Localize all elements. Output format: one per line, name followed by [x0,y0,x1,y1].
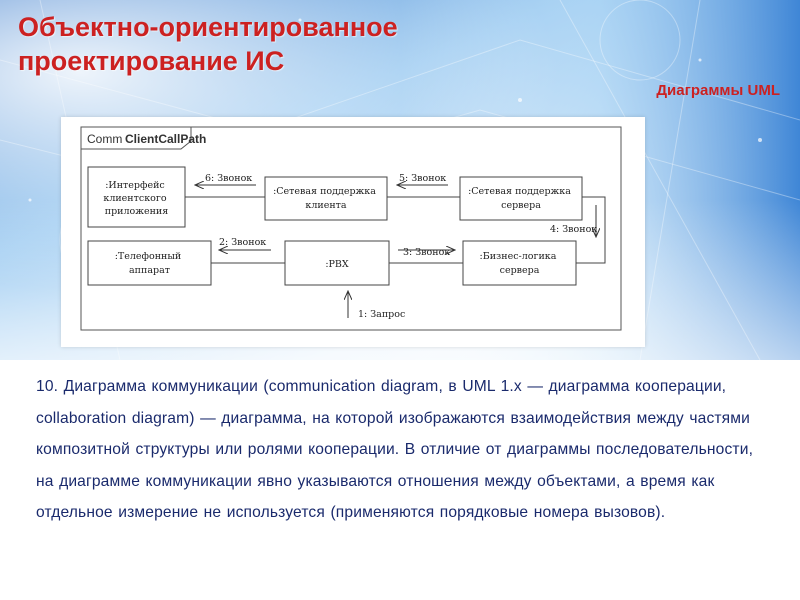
svg-text::Интерфейс клиентского [103,180,169,217]
message-label-4: 4: Звонок [550,224,598,235]
node-text-line: :Телефонный [114,251,182,262]
message-label-1: 1: Запрос [358,309,406,320]
frame-keyword: Comm [87,132,123,146]
message-label-2: 2: Звонок [219,237,267,248]
node-text-line: приложения [104,206,169,217]
communication-diagram [61,117,645,347]
message-label-3: 3: Звонок [403,247,451,258]
node-text-line: клиента [305,200,347,211]
slide-subtitle: Диаграммы UML [656,82,780,99]
node-text-line: клиентского [103,193,167,204]
node-network-server [460,177,582,220]
description-paragraph: 10. Диаграмма коммуникации (communication diagram, в UML 1.x — диаграмма кооперации, collaboration diagram) — диаграмма, на которой изображаются взаимодействия между частями композитной структуры или ролями кооперации. В отличие от диаграммы последовательности, на диаграмме коммуникации явно указываются отношения между объектами, а время как отдельное измерение не используется (применяются порядковые номера вызовов). [36,378,754,521]
svg-text::PBX [325,259,349,270]
frame-name: ClientCallPath [125,132,207,146]
node-text-line: :Сетевая поддержка [273,186,376,197]
diagram-canvas [61,117,645,347]
message-label-6: 6: Звонок [205,173,253,184]
node-text-line: :Бизнес-логика [479,251,557,262]
node-text-line: :Сетевая поддержка [468,186,571,197]
node-text-line: аппарат [129,265,170,276]
node-text-line: сервера [499,265,540,276]
node-network-client [265,177,387,220]
node-text-line: сервера [501,200,541,211]
slide-title: Объектно-ориентированное проектирование ИС [18,12,398,76]
node-text-line: :PBX [325,259,349,270]
diagram-frame [81,127,621,330]
node-pbx [285,241,389,285]
message-label-5: 5: Звонок [399,173,447,184]
node-phone [88,241,211,285]
node-client-ui [88,167,185,227]
node-business-logic [463,241,576,285]
node-text-line: :Интерфейс [105,180,165,191]
